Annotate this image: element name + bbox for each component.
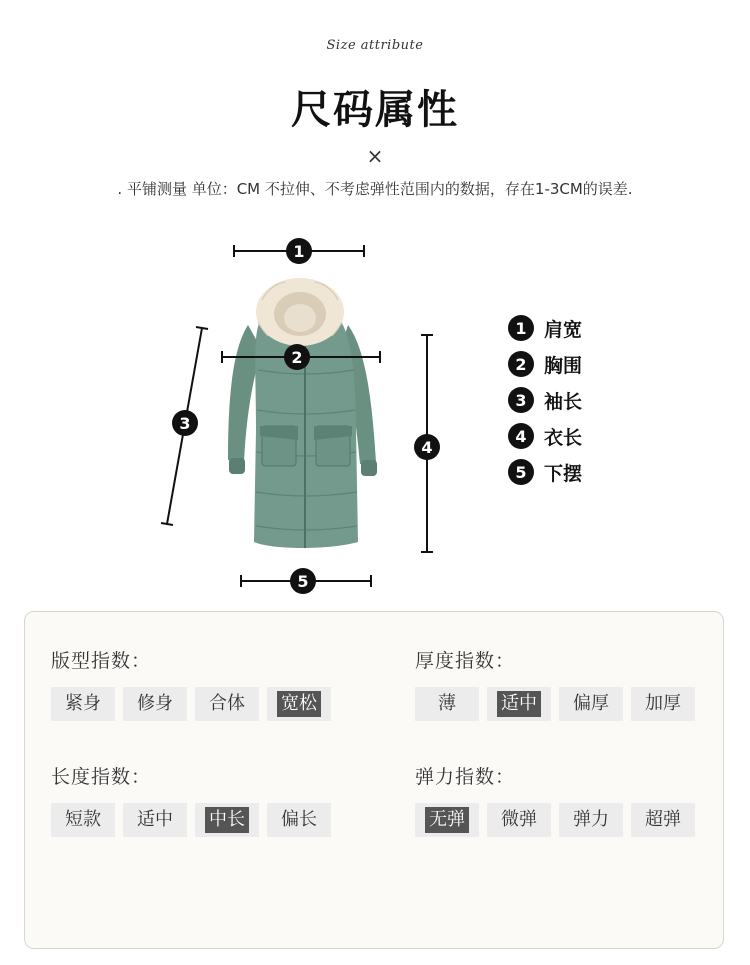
legend-number-icon: 3 [508,387,534,413]
close-icon: × [366,144,384,168]
legend-number-icon: 2 [508,351,534,377]
subtitle-en: Size attribute [326,38,424,53]
thickness-option: 薄 [415,687,479,721]
coat-image [228,278,377,548]
attribute-panel [24,611,724,949]
marker-5-icon [290,568,316,594]
legend-number-icon: 5 [508,459,534,485]
length-option: 短款 [51,803,115,837]
legend-item-length [508,418,582,454]
marker-3-icon [172,410,198,436]
legend-label: 袖长 [544,390,583,413]
legend-label: 肩宽 [544,318,583,341]
fit-option: 修身 [123,687,187,721]
fit-option: 紧身 [51,687,115,721]
marker-2-icon [284,344,310,370]
legend-label: 衣长 [544,426,583,449]
elasticity-option: 超弹 [631,803,695,837]
size-diagram [0,230,750,600]
page-title: 尺码属性 [291,87,459,133]
thickness-index-group [415,646,695,721]
elasticity-option: 弹力 [559,803,623,837]
length-option-selected: 中长 [195,803,259,837]
measurement-legend [508,310,582,490]
measurement-note: . 平铺测量 单位：CM 不拉伸、不考虑弹性范围内的数据，存在1-3CM的误差. [117,180,633,198]
thickness-option: 加厚 [631,687,695,721]
thickness-option-selected: 适中 [487,687,551,721]
legend-label: 下摆 [544,462,583,485]
legend-label: 胸围 [544,354,583,377]
elasticity-option: 微弹 [487,803,551,837]
fit-option-selected: 宽松 [267,687,331,721]
marker-4-icon [414,434,440,460]
svg-text:3: 3 [179,414,191,433]
marker-1-icon [286,238,312,264]
thickness-index-title: 厚度指数： [415,650,516,672]
coat-illustration [0,230,750,600]
legend-item-chest [508,346,582,382]
svg-text:2: 2 [291,348,303,367]
legend-number-icon: 4 [508,423,534,449]
thickness-option: 偏厚 [559,687,623,721]
legend-item-shoulder [508,310,582,346]
legend-item-sleeve [508,382,582,418]
length-option: 偏长 [267,803,331,837]
svg-text:1: 1 [293,242,305,261]
svg-text:5: 5 [297,572,309,591]
elasticity-index-title: 弹力指数： [415,766,516,788]
fit-index-title: 版型指数： [51,650,152,672]
elasticity-option-selected: 无弹 [415,803,479,837]
fit-option: 合体 [195,687,259,721]
svg-text:4: 4 [421,438,433,457]
length-option: 适中 [123,803,187,837]
fit-index-group [51,646,331,721]
legend-item-hem [508,454,582,490]
length-index-title: 长度指数： [51,766,152,788]
length-index-group [51,762,331,837]
legend-number-icon: 1 [508,315,534,341]
elasticity-index-group [415,762,695,837]
